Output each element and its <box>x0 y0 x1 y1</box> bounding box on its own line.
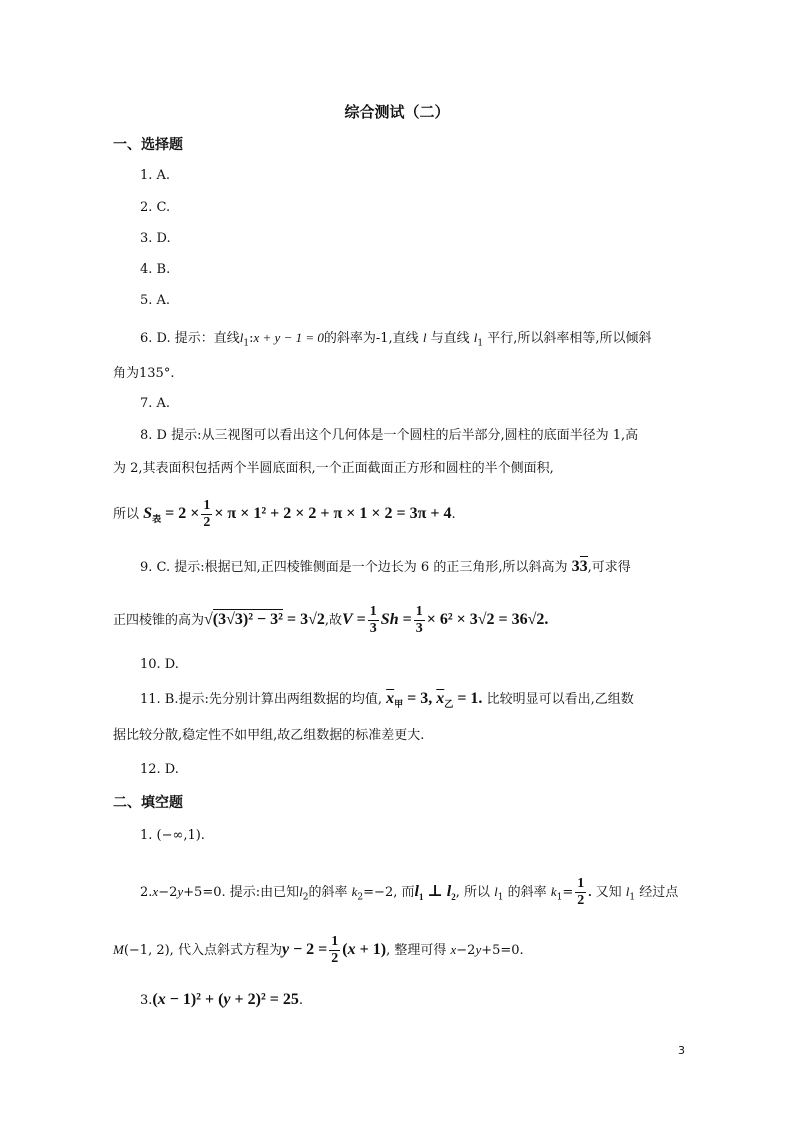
answer-8-line1: 8. D 提示:从三视图可以看出这个几何体是一个圆柱的后半部分,圆柱的底面半径为 1,高 <box>140 428 639 443</box>
answer-9-line2: 正四棱锥的高为√(3√3)² − 3² = 3√2,故V = $\frac{1}{3}$ Sh = $\frac{1}{3}$ × 6² × 3√2 = 36√2. <box>113 604 549 636</box>
answer-6-line2: 角为135°. <box>113 366 175 381</box>
answer-11-line2: 据比较分散,稳定性不如甲组,故乙组数据的标准差更大. <box>113 728 425 743</box>
page-number: 3 <box>678 1044 685 1057</box>
fill-2-line1: 2.x−2y+5=0. 提示:由已知$l_2$的斜率 $k_2=-2$, 而$l_1$ ⊥ $l_2$, 所以 $l_1$ 的斜率 $k_1=$ $\frac{1}{2}$ . 又知 $l_1$ 经过点 <box>140 876 679 908</box>
fill-3: 3.(x − 1)² + (y + 2)² = 25. <box>140 991 304 1008</box>
fill-2-line2: M(−1, 2), 代入点斜式方程为y − 2 = $\frac{1}{2}$ (x + 1), 整理可得 x−2y+5=0. <box>113 934 524 966</box>
answer-12: 12. D. <box>140 762 179 777</box>
answer-8-line2: 为 2,其表面积包括两个半圆底面积,一个正面截面正方形和圆柱的半个侧面积, <box>113 461 554 476</box>
answer-1: 1. A. <box>140 168 171 183</box>
answer-3: 3. D. <box>140 231 171 246</box>
answer-8-formula: 所以 $S_表 = 2$ × $\frac{1}{2}$ × π × 1² + 2 × 2 + π × 1 × 2 = 3π + 4. <box>113 498 456 530</box>
answer-6-line1: 6. D. 提示：直线$l_1:x + y - 1 = 0$的斜率为-1,直线 l 与直线 $l_1$ 平行,所以斜率相等,所以倾斜 <box>140 330 652 349</box>
fraction-half: $\frac{1}{2}$ <box>203 498 211 530</box>
section-choice: 一、选择题 <box>113 137 183 153</box>
answer-2: 2. C. <box>140 200 171 215</box>
fill-1: 1. (−∞,1). <box>140 828 205 843</box>
answer-11-line1: 11. B.提示:先分别计算出两组数据的均值, $\overline{x}_甲 = 3$, $\overline{x}_乙 = 1$. 比较明显可以看出,乙组数 <box>140 690 634 710</box>
answer-9-line1: 9. C. 提示:根据已知,正四棱锥侧面是一个边长为 6 的正三角形,所以斜高为 33,可求得 <box>140 558 631 575</box>
answer-5: 5. A. <box>140 293 171 308</box>
answer-4: 4. B. <box>140 262 171 277</box>
page-title: 综合测试（二） <box>344 103 450 121</box>
section-fill: 二、填空题 <box>113 795 183 811</box>
answer-10: 10. D. <box>140 657 179 672</box>
answer-7: 7. A. <box>140 396 171 411</box>
